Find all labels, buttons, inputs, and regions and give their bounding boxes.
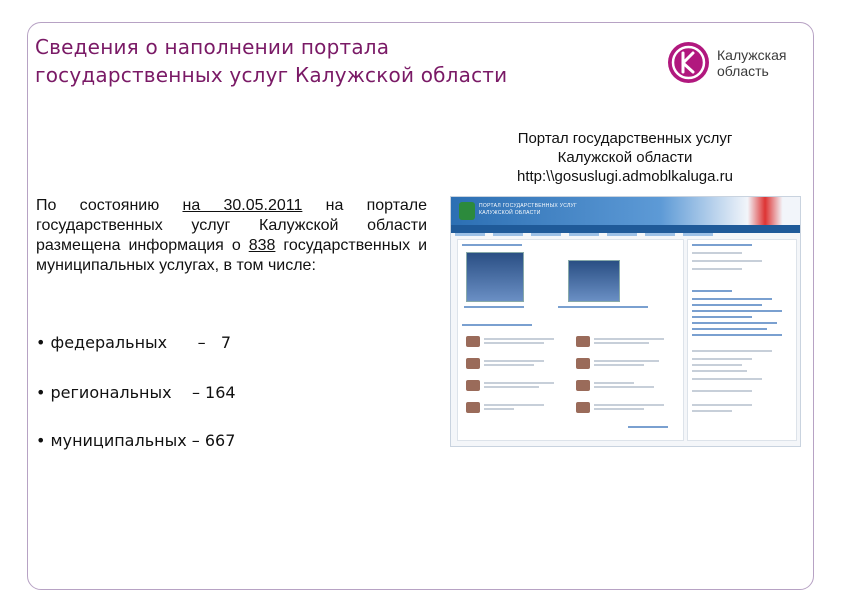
logo-line-1: Калужская [717, 46, 787, 63]
screenshot-sidebar [687, 239, 797, 441]
intro-paragraph [36, 196, 427, 276]
title-line-1: Сведения о наполнении портала [35, 35, 390, 59]
title-line-2: государственных услуг Калужской области [35, 63, 508, 87]
screenshot-image-2 [568, 260, 620, 302]
logo-text [717, 47, 786, 79]
portal-caption [470, 129, 780, 186]
screenshot-title-line-1: ПОРТАЛ ГОСУДАРСТВЕННЫХ УСЛУГ [479, 203, 578, 209]
portal-name-line-2: Калужской области [557, 149, 693, 166]
region-logo [668, 42, 786, 83]
stat-municipal: • муниципальных – 667 [36, 431, 236, 450]
stat-federal: • федеральных – 7 [36, 333, 232, 352]
intro-part-2: на портале государственных услуг Калужской области размещена информация о [36, 197, 428, 254]
emblem-icon [459, 202, 475, 220]
screenshot-main [457, 239, 684, 441]
intro-part-3: государственных и муниципальных услугах, в том числе: [36, 237, 427, 274]
portal-name-line-1: Портал государственных услуг [517, 130, 733, 147]
slide-title [35, 33, 635, 89]
screenshot-title-line-2: КАЛУЖСКОЙ ОБЛАСТИ [479, 210, 541, 216]
intro-date: на 30.05.2011 [182, 197, 303, 214]
screenshot-nav [451, 225, 800, 233]
screenshot-image-1 [466, 252, 524, 302]
screenshot-header [451, 197, 800, 225]
portal-screenshot [450, 196, 801, 447]
logo-line-2: область [717, 62, 769, 79]
intro-count: 838 [248, 237, 276, 254]
stat-regional: • региональных – 164 [36, 383, 236, 402]
intro-part-1: По состоянию [36, 197, 183, 214]
screenshot-title [479, 203, 577, 217]
portal-url: http:\\gosuslugi.admoblkaluga.ru [517, 168, 733, 185]
logo-k-icon [668, 42, 709, 83]
